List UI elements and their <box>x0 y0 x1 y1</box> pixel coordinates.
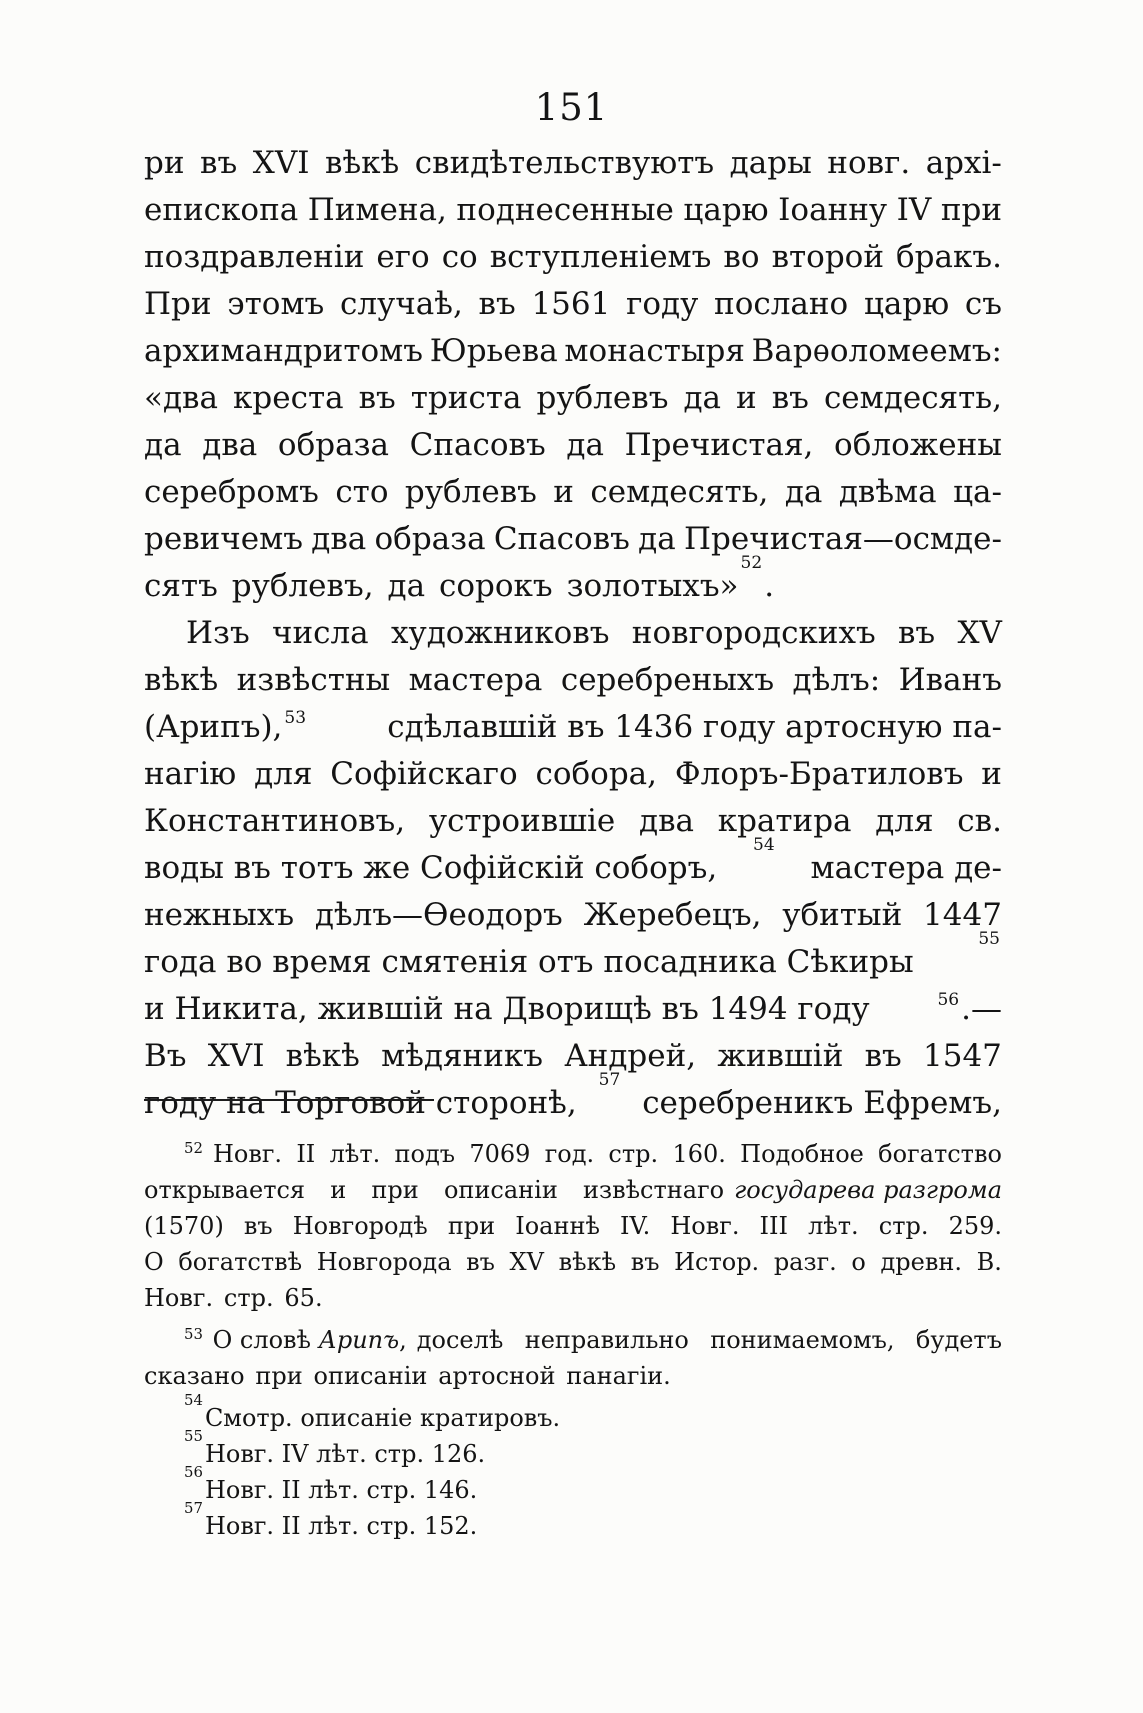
word: въ <box>358 380 396 416</box>
word: Іоанну <box>778 192 888 228</box>
word: сказано <box>144 1362 245 1390</box>
word: вѣкѣ <box>325 145 400 181</box>
word: дары <box>729 145 812 181</box>
word: царю <box>863 286 950 322</box>
word: рублевъ <box>536 380 669 416</box>
word: описаніи <box>443 1176 558 1204</box>
word: извѣстнаго <box>582 1176 725 1204</box>
word: Новг. <box>670 1212 740 1240</box>
text-segment: Новг. II лѣт. стр. 152. <box>204 1512 478 1540</box>
text-line <box>144 328 1002 375</box>
word: семдесять, <box>590 474 769 510</box>
word: Пречистая, <box>624 427 814 463</box>
word: собора, <box>535 756 658 792</box>
word: 160. <box>672 1140 726 1168</box>
body-text <box>144 140 1002 1127</box>
text-line <box>144 140 1002 187</box>
text-line <box>144 281 1002 328</box>
footnote-ref[interactable]: 54 <box>752 835 775 855</box>
word: два <box>202 427 258 463</box>
word: при <box>940 192 1002 228</box>
word: IV. <box>620 1212 651 1240</box>
word: дѣлъ—Ѳеодоръ <box>314 897 563 933</box>
text-segment: Смотр. описаніе кратировъ. <box>204 1404 561 1432</box>
text-line <box>144 751 1002 798</box>
word: убитый <box>782 897 903 933</box>
word: При <box>144 286 212 322</box>
word: два <box>638 803 695 839</box>
word: устроившіе <box>428 803 616 839</box>
text-segment: и Никита, жившій на Дворищѣ въ 1494 году <box>144 991 870 1027</box>
text-line <box>144 422 1002 469</box>
word: да <box>144 427 182 463</box>
word: въ <box>466 1248 495 1276</box>
word: понимаемомъ, <box>710 1326 895 1354</box>
text-segment: мастера де- <box>810 850 1002 886</box>
word: о <box>851 1248 866 1276</box>
word: сорокъ <box>439 568 553 604</box>
text-line <box>144 798 1002 845</box>
word: Новг. <box>144 1284 214 1312</box>
footnote-line <box>144 1499 1002 1544</box>
text-segment <box>417 1322 1002 1358</box>
footnote-line <box>144 1463 1002 1508</box>
word: древн. <box>880 1248 962 1276</box>
word: IV <box>896 192 932 228</box>
text-line <box>144 469 1002 516</box>
footnote-line <box>144 1358 1002 1394</box>
word: Жеребецъ, <box>583 897 762 933</box>
word: да <box>683 380 722 416</box>
word: лѣт. <box>329 1140 381 1168</box>
word: да <box>784 474 823 510</box>
punctuation: . <box>764 568 775 604</box>
text-line <box>144 929 1002 986</box>
text-line <box>144 986 1002 1033</box>
footnote-ref[interactable]: 56 <box>937 990 960 1011</box>
word: вѣкѣ <box>144 662 219 698</box>
footnote-mark: 54 <box>184 1391 203 1409</box>
word: образа <box>277 427 389 463</box>
word: во <box>723 239 760 275</box>
word: открывается <box>144 1176 306 1204</box>
footnote-separator <box>144 1099 434 1101</box>
word: дѣлъ: <box>792 662 881 698</box>
text-line <box>144 1033 1002 1080</box>
word: серебреныхъ <box>560 662 775 698</box>
word: нагію <box>144 756 237 792</box>
word: поздравленіи <box>144 239 365 275</box>
footnote-ref[interactable]: 57 <box>598 1070 621 1090</box>
word: образа <box>374 521 486 557</box>
word: мѣдяникъ <box>381 1038 543 1074</box>
word: въ <box>630 1248 660 1276</box>
word: году <box>626 286 699 322</box>
text-segment: О словѣ <box>212 1326 312 1354</box>
word: числа <box>271 615 369 651</box>
word: панагіи. <box>566 1362 671 1390</box>
word: извѣстны <box>236 662 391 698</box>
word: ри <box>144 145 185 181</box>
word: при <box>255 1362 303 1390</box>
word: и <box>981 756 1002 792</box>
word: сятъ <box>144 568 218 604</box>
word: Андрей, <box>564 1038 697 1074</box>
word: доселѣ <box>416 1326 504 1354</box>
text-line <box>144 187 1002 234</box>
text-line <box>144 610 1002 657</box>
text-segment: государева разгрома <box>734 1176 1002 1204</box>
word: артосной <box>438 1362 556 1390</box>
word: В. <box>976 1248 1002 1276</box>
word: ца- <box>953 474 1002 510</box>
text-segment: году на Торговой сторонѣ, <box>144 1085 577 1121</box>
footnote-line <box>144 1136 1002 1172</box>
footnote-mark: 56 <box>184 1463 203 1481</box>
word: 1561 <box>531 286 611 322</box>
page-number: 151 <box>534 86 609 129</box>
word: Въ <box>144 1038 187 1074</box>
word: год. <box>544 1140 595 1168</box>
text-segment <box>213 1136 1002 1172</box>
word: Флоръ-Братиловъ <box>674 756 964 792</box>
footnote-mark: 55 <box>184 1427 203 1445</box>
word: новг. <box>827 145 911 181</box>
word: XV <box>509 1248 544 1276</box>
word: послано <box>714 286 849 322</box>
word: богатство <box>878 1140 1002 1168</box>
word: XVI <box>207 1038 265 1074</box>
word: Спасовъ <box>409 427 546 463</box>
word: будетъ <box>915 1326 1002 1354</box>
text-line <box>144 516 1002 563</box>
word: при <box>447 1212 496 1240</box>
footnote-line <box>144 1244 1002 1280</box>
footnote-ref[interactable]: 52 <box>740 553 763 573</box>
word: рублевъ, <box>231 568 374 604</box>
word: его <box>376 239 430 275</box>
footnotes <box>144 1136 1002 1544</box>
word: Варѳоломеемъ: <box>751 333 1002 369</box>
word: два <box>311 521 367 557</box>
word: и <box>330 1176 347 1204</box>
word: 65. <box>284 1284 323 1312</box>
text-segment: сдѣлавшій въ 1436 году артосную па- <box>387 709 1002 745</box>
word: жившій <box>717 1038 844 1074</box>
word: въ <box>864 1038 902 1074</box>
footnote-ref[interactable]: 53 <box>284 708 307 729</box>
word: богатствѣ <box>178 1248 303 1276</box>
word: Истор. <box>674 1248 760 1276</box>
word: 1547 <box>923 1038 1002 1074</box>
word: двѣма <box>838 474 937 510</box>
word: триста <box>410 380 522 416</box>
word: для <box>254 756 313 792</box>
word: разг. <box>773 1248 837 1276</box>
word: ревичемъ <box>144 521 303 557</box>
word: для <box>875 803 934 839</box>
word: художниковъ <box>390 615 610 651</box>
text-segment: воды въ тотъ же Софійскій соборъ, <box>144 850 718 886</box>
word: 7069 <box>469 1140 531 1168</box>
word: поднесенные <box>456 192 674 228</box>
word: Новг. <box>212 1140 283 1168</box>
word: и <box>553 474 574 510</box>
word: Софійскаго <box>330 756 518 792</box>
word: Юрьева <box>429 333 558 369</box>
word: лѣт. <box>808 1212 859 1240</box>
footnote-line <box>144 1391 1002 1436</box>
word: бракъ. <box>896 239 1002 275</box>
word: этомъ <box>227 286 325 322</box>
word: Пречистая—осмде- <box>683 521 1002 557</box>
word: нежныхъ <box>144 897 295 933</box>
word: II <box>296 1140 316 1168</box>
text-segment <box>144 563 739 610</box>
word: подъ <box>394 1140 456 1168</box>
word: архимандритомъ <box>144 333 423 369</box>
text-segment: Новг. IV лѣт. стр. 126. <box>204 1440 486 1468</box>
word: Константиновъ, <box>144 803 406 839</box>
word: О <box>144 1248 164 1276</box>
word: св. <box>957 803 1002 839</box>
word: второй <box>771 239 884 275</box>
text-line <box>144 835 1002 892</box>
text-line <box>144 234 1002 281</box>
word: въ <box>243 1212 273 1240</box>
word: креста <box>233 380 344 416</box>
word: Изъ <box>186 615 250 651</box>
word: монастыря <box>564 333 745 369</box>
word: съ <box>964 286 1002 322</box>
footnote-line <box>144 1280 1002 1316</box>
footnote-line <box>144 1208 1002 1244</box>
word: серебромъ <box>144 474 319 510</box>
text-line <box>144 704 1002 751</box>
word: архі- <box>925 145 1002 181</box>
punctuation: .— <box>961 991 1002 1027</box>
word: Новгородѣ <box>292 1212 428 1240</box>
word: Новгорода <box>316 1248 452 1276</box>
word: Пимена, <box>307 192 447 228</box>
word: при <box>371 1176 419 1204</box>
text-line <box>144 892 1002 939</box>
footnote-line <box>144 1172 1002 1208</box>
text-segment: (Арипъ), <box>144 709 283 745</box>
word: 1447 <box>923 897 1002 933</box>
word: семдесять, <box>823 380 1002 416</box>
text-segment: серебреникъ Ефремъ, <box>642 1085 1002 1121</box>
footnote-mark: 53 <box>184 1325 203 1344</box>
word: вѣкѣ <box>285 1038 360 1074</box>
text-segment: Новг. II лѣт. стр. 146. <box>204 1476 478 1504</box>
word: описаніи <box>313 1362 428 1390</box>
word: царю <box>683 192 769 228</box>
word: въ <box>200 145 238 181</box>
word: (1570) <box>144 1212 224 1240</box>
word: кратира <box>717 803 852 839</box>
word: въ <box>897 615 936 651</box>
word: обложены <box>834 427 1002 463</box>
word: золотыхъ» <box>566 568 739 604</box>
footnote-ref[interactable]: 55 <box>978 929 1000 949</box>
word: да <box>566 427 604 463</box>
word: XV <box>957 615 1002 651</box>
word: въ <box>478 286 516 322</box>
word: мастера <box>408 662 543 698</box>
word: вѣкѣ <box>558 1248 617 1276</box>
footnote-mark: 57 <box>184 1499 203 1517</box>
word: стр. <box>608 1140 659 1168</box>
word: со <box>441 239 478 275</box>
word: III <box>759 1212 788 1240</box>
word: свидѣтельствуютъ <box>414 145 715 181</box>
word: Иванъ <box>898 662 1002 698</box>
text-segment: года во время смятенія отъ посадника Сѣкиры <box>144 944 914 980</box>
word: Подобное <box>740 1140 864 1168</box>
text-segment: Арипъ <box>318 1326 400 1354</box>
word: да <box>387 568 426 604</box>
text-line <box>144 553 1002 610</box>
word: рублевъ <box>404 474 537 510</box>
word: да <box>638 521 676 557</box>
text-line <box>144 657 1002 704</box>
word: новгородскихъ <box>631 615 876 651</box>
word: случаѣ, <box>340 286 463 322</box>
footnote-line: $^{53}$ О словѣ Арипъ, доселѣ неправильно понимаемомъ, будетъ <box>144 1322 1002 1358</box>
word: епископа <box>144 192 299 228</box>
word: и <box>736 380 757 416</box>
word: Спасовъ <box>493 521 630 557</box>
footnote-mark: 52 <box>184 1139 203 1158</box>
text-segment <box>144 1172 724 1208</box>
word: Іоаннѣ <box>515 1212 600 1240</box>
text-line <box>144 1070 1002 1127</box>
word: стр. <box>878 1212 929 1240</box>
word: неправильно <box>524 1326 689 1354</box>
word: стр. <box>223 1284 274 1312</box>
word: 259. <box>948 1212 1002 1240</box>
footnote-line <box>144 1427 1002 1472</box>
word: вступленіемъ <box>489 239 712 275</box>
word: XVI <box>252 145 310 181</box>
word: въ <box>771 380 809 416</box>
text-line <box>144 375 1002 422</box>
word: сто <box>335 474 389 510</box>
word: «два <box>144 380 218 416</box>
